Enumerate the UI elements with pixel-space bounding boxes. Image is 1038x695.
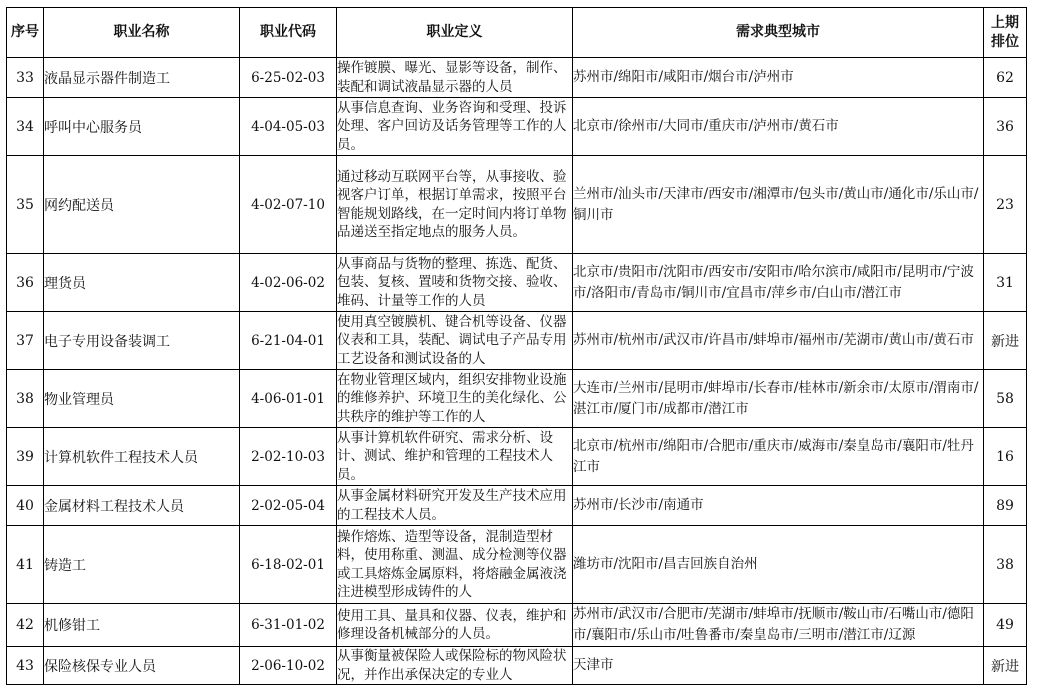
occupation-name: 呼叫中心服务员	[44, 98, 240, 156]
header-definition: 职业定义	[337, 8, 573, 58]
occupation-name: 计算机软件工程技术人员	[44, 428, 240, 486]
occupation-code: 2-02-05-04	[240, 486, 337, 526]
occupation-code: 4-02-07-10	[240, 156, 337, 254]
table-row	[7, 312, 1027, 370]
demand-cities: 北京市/贵阳市/沈阳市/西安市/安阳市/哈尔滨市/咸阳市/昆明市/宁波市/洛阳市/青岛市/铜川市/宜昌市/萍乡市/白山市/潜江市	[573, 254, 984, 312]
last-rank: 89	[984, 486, 1027, 526]
last-rank: 23	[984, 156, 1027, 254]
occupation-definition: 从事信息查询、业务咨询和受理、投诉处理、客户回访及话务管理等工作的人员。	[337, 98, 573, 156]
occupation-definition: 从事商品与货物的整理、拣选、配货、包装、复核、置唛和货物交接、验收、堆码、计量等工作的人员	[337, 254, 573, 312]
last-rank: 新进	[984, 647, 1027, 685]
row-number: 43	[7, 647, 44, 685]
table-row	[7, 156, 1027, 254]
occupation-code: 6-25-02-03	[240, 58, 337, 98]
table-row	[7, 486, 1027, 526]
occupation-name: 理货员	[44, 254, 240, 312]
occupation-code: 4-06-01-01	[240, 370, 337, 428]
demand-cities: 北京市/杭州市/绵阳市/合肥市/重庆市/威海市/秦皇岛市/襄阳市/牡丹江市	[573, 428, 984, 486]
demand-cities: 大连市/兰州市/昆明市/蚌埠市/长春市/桂林市/新余市/太原市/渭南市/湛江市/厦门市/成都市/潜江市	[573, 370, 984, 428]
occupation-table	[6, 7, 1027, 685]
row-number: 39	[7, 428, 44, 486]
table-row	[7, 428, 1027, 486]
occupation-definition: 从事计算机软件研究、需求分析、设计、测试、维护和管理的工程技术人员。	[337, 428, 573, 486]
occupation-code: 2-02-10-03	[240, 428, 337, 486]
occupation-name: 网约配送员	[44, 156, 240, 254]
row-number: 38	[7, 370, 44, 428]
occupation-definition: 从事衡量被保险人或保险标的物风险状况，并作出承保决定的专业人	[337, 647, 573, 685]
occupation-name: 物业管理员	[44, 370, 240, 428]
occupation-definition: 使用工具、量具和仪器、仪表，维护和修理设备机械部分的人员。	[337, 604, 573, 647]
occupation-name: 保险核保专业人员	[44, 647, 240, 685]
occupation-code: 6-21-04-01	[240, 312, 337, 370]
row-number: 35	[7, 156, 44, 254]
last-rank: 36	[984, 98, 1027, 156]
occupation-name: 液晶显示器件制造工	[44, 58, 240, 98]
table-row	[7, 647, 1027, 685]
occupation-code: 4-02-06-02	[240, 254, 337, 312]
row-number: 33	[7, 58, 44, 98]
occupation-definition: 操作熔炼、造型等设备，混制造型材料，使用称重、测温、成分检测等仪器或工具熔炼金属原料，将熔融金属液浇注进模型形成铸件的人	[337, 526, 573, 604]
occupation-definition: 使用真空镀膜机、键合机等设备、仪器仪表和工具，装配、调试电子产品专用工艺设备和测试设备的人	[337, 312, 573, 370]
header-last-rank	[984, 8, 1027, 58]
table-row	[7, 604, 1027, 647]
header-no: 序号	[7, 8, 44, 58]
last-rank: 58	[984, 370, 1027, 428]
last-rank: 31	[984, 254, 1027, 312]
row-number: 37	[7, 312, 44, 370]
header-code: 职业代码	[240, 8, 337, 58]
occupation-definition: 通过移动互联网平台等，从事接收、验视客户订单，根据订单需求，按照平台智能规划路线，在一定时间内将订单物品递送至指定地点的服务人员。	[337, 156, 573, 254]
header-cities: 需求典型城市	[573, 8, 984, 58]
demand-cities: 苏州市/绵阳市/咸阳市/烟台市/泸州市	[573, 58, 984, 98]
row-number: 40	[7, 486, 44, 526]
last-rank: 新进	[984, 312, 1027, 370]
last-rank: 49	[984, 604, 1027, 647]
row-number: 42	[7, 604, 44, 647]
occupation-code: 6-18-02-01	[240, 526, 337, 604]
occupation-code: 6-31-01-02	[240, 604, 337, 647]
demand-cities: 苏州市/武汉市/合肥市/芜湖市/蚌埠市/抚顺市/鞍山市/石嘴山市/德阳市/襄阳市/乐山市/吐鲁番市/秦皇岛市/三明市/潜江市/辽源	[573, 604, 984, 647]
occupation-code: 2-06-10-02	[240, 647, 337, 685]
demand-cities: 苏州市/杭州市/武汉市/许昌市/蚌埠市/福州市/芜湖市/黄山市/黄石市	[573, 312, 984, 370]
row-number: 41	[7, 526, 44, 604]
demand-cities: 潍坊市/沈阳市/昌吉回族自治州	[573, 526, 984, 604]
table-row	[7, 370, 1027, 428]
last-rank: 16	[984, 428, 1027, 486]
demand-cities: 北京市/徐州市/大同市/重庆市/泸州市/黄石市	[573, 98, 984, 156]
occupation-name: 金属材料工程技术人员	[44, 486, 240, 526]
header-name: 职业名称	[44, 8, 240, 58]
occupation-definition: 从事金属材料研究开发及生产技术应用的工程技术人员。	[337, 486, 573, 526]
occupation-code: 4-04-05-03	[240, 98, 337, 156]
occupation-name: 机修钳工	[44, 604, 240, 647]
table-row	[7, 58, 1027, 98]
occupation-name: 电子专用设备装调工	[44, 312, 240, 370]
table-row	[7, 526, 1027, 604]
occupation-name: 铸造工	[44, 526, 240, 604]
row-number: 34	[7, 98, 44, 156]
last-rank: 38	[984, 526, 1027, 604]
demand-cities: 苏州市/长沙市/南通市	[573, 486, 984, 526]
row-number: 36	[7, 254, 44, 312]
header-last-rank-line2: 排位	[991, 33, 1019, 50]
occupation-definition: 操作镀膜、曝光、显影等设备，制作、装配和调试液晶显示器的人员	[337, 58, 573, 98]
demand-cities: 兰州市/汕头市/天津市/西安市/湘潭市/包头市/黄山市/通化市/乐山市/铜川市	[573, 156, 984, 254]
demand-cities: 天津市	[573, 647, 984, 685]
table-row	[7, 254, 1027, 312]
header-row	[7, 8, 1027, 58]
occupation-definition: 在物业管理区域内，组织安排物业设施的维修养护、环境卫生的美化绿化、公共秩序的维护等工作的人	[337, 370, 573, 428]
table-row	[7, 98, 1027, 156]
last-rank: 62	[984, 58, 1027, 98]
header-last-rank-line1: 上期	[991, 14, 1019, 31]
